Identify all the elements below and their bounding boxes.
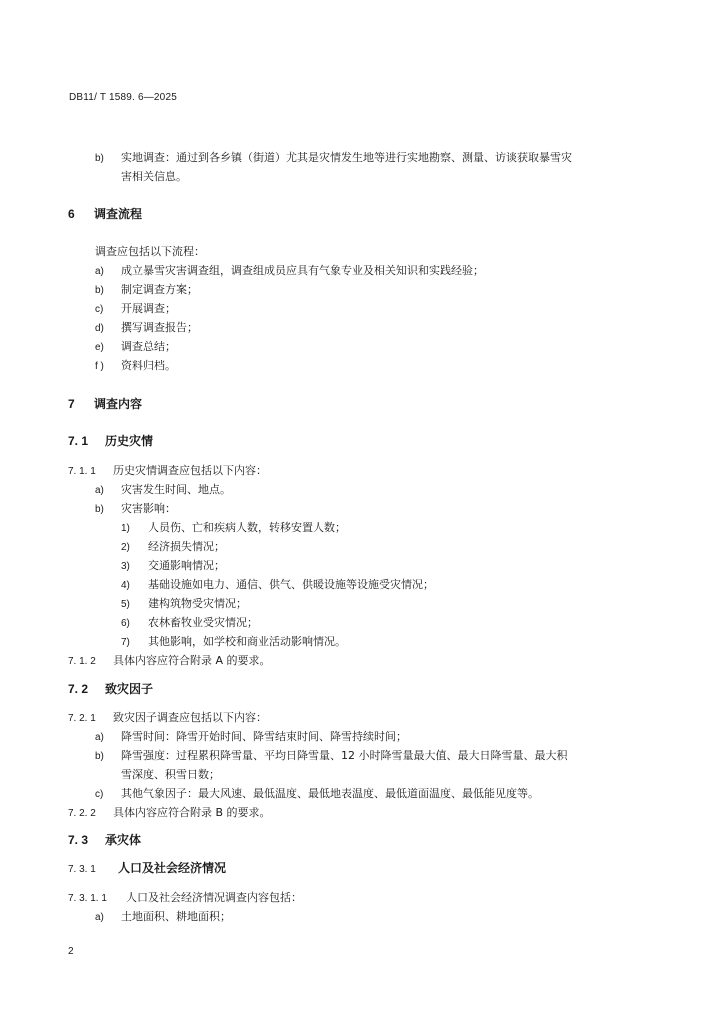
list-item-text: 降雪强度：过程累积降雪量、平均日降雪量、12 小时降雪量最大值、最大日降雪量、最大积 <box>121 749 568 762</box>
list-item <box>95 263 484 280</box>
list-item <box>95 358 176 375</box>
section-heading <box>68 206 142 222</box>
list-item-text: 灾害发生时间、地点。 <box>121 483 231 496</box>
list-item-text: 制定调查方案； <box>121 283 198 296</box>
list-marker: a) <box>95 266 104 277</box>
list-item <box>95 748 568 765</box>
clause-text: 具体内容应符合附录 A 的要求。 <box>113 654 271 667</box>
subsection-heading <box>68 433 153 449</box>
clause-number: 7. 3. 1. 1 <box>68 893 107 904</box>
list-item-text: 成立暴雪灾害调查组，调查组成员应具有气象专业及相关知识和实践经验； <box>121 264 484 277</box>
list-item <box>95 282 198 299</box>
sub-list-item <box>121 577 434 594</box>
clause <box>68 710 267 727</box>
clause-number: 7. 1. 2 <box>68 656 96 667</box>
section-number: 6 <box>68 207 75 221</box>
list-item-text: 调查总结； <box>121 340 176 353</box>
clause <box>68 890 302 907</box>
list-item-text: 实地调查：通过到各乡镇（街道）尤其是灾情发生地等进行实地勘察、测量、访谈获取暴雪灾 <box>121 151 572 164</box>
clause-number: 7. 2. 2 <box>68 808 96 819</box>
list-item <box>95 320 198 337</box>
sub-list-item-text: 人员伤、亡和疾病人数，转移安置人数； <box>148 521 346 534</box>
sub-list-item-text: 建构筑物受灾情况； <box>148 597 247 610</box>
sub-list-item-text: 经济损失情况； <box>148 540 225 553</box>
list-item <box>95 301 176 318</box>
list-marker: c) <box>95 304 104 315</box>
sub-list-marker: 6) <box>121 618 130 629</box>
subsection-number: 7. 3 <box>68 833 89 847</box>
clause-text: 历史灾情调查应包括以下内容： <box>113 464 267 477</box>
sub-list-marker: 7) <box>121 637 130 648</box>
section-number: 7 <box>68 397 75 411</box>
list-marker: a) <box>95 912 104 923</box>
list-marker: b) <box>95 285 104 296</box>
list-item-continuation: 雪深度、积雪日数； <box>121 768 220 781</box>
sub-subsection-title: 人口及社会经济情况 <box>118 861 227 875</box>
subsection-title: 历史灾情 <box>105 434 154 448</box>
section-heading <box>68 396 142 412</box>
list-marker: b) <box>95 153 104 164</box>
list-marker: b) <box>95 751 104 762</box>
list-item-text: 资料归档。 <box>121 359 176 372</box>
sub-list-item-text: 其他影响，如学校和商业活动影响情况。 <box>148 635 346 648</box>
clause-number: 7. 2. 1 <box>68 713 96 724</box>
sub-list-item <box>121 539 225 556</box>
list-marker: a) <box>95 732 104 743</box>
list-item <box>95 150 572 167</box>
clause-number: 7. 1. 1 <box>68 466 96 477</box>
list-marker: a) <box>95 485 104 496</box>
clause-text: 具体内容应符合附录 B 的要求。 <box>113 806 271 819</box>
list-item-text: 灾害影响： <box>121 502 176 515</box>
sub-list-item <box>121 558 225 575</box>
list-item-text: 其他气象因子：最大风速、最低温度、最低地表温度、最低道面温度、最低能见度等。 <box>121 787 539 800</box>
list-item <box>95 729 407 746</box>
sub-subsection-heading <box>68 860 226 878</box>
list-item-text: 降雪时间：降雪开始时间、降雪结束时间、降雪持续时间； <box>121 730 407 743</box>
section-title: 调查流程 <box>94 207 143 221</box>
paragraph: 调查应包括以下流程： <box>95 245 205 258</box>
list-item-text: 开展调查； <box>121 302 176 315</box>
list-marker: c) <box>95 789 104 800</box>
list-item <box>95 909 231 926</box>
list-item-text: 撰写调查报告； <box>121 321 198 334</box>
sub-list-marker: 5) <box>121 599 130 610</box>
sub-list-item-text: 交通影响情况； <box>148 559 225 572</box>
sub-list-item <box>121 596 247 613</box>
sub-list-item-text: 基础设施如电力、通信、供气、供暖设施等设施受灾情况； <box>148 578 434 591</box>
sub-list-marker: 2) <box>121 542 130 553</box>
subsection-number: 7. 2 <box>68 682 89 696</box>
list-item-continuation: 害相关信息。 <box>121 170 187 183</box>
list-item <box>95 339 176 356</box>
clause <box>68 463 267 480</box>
sub-list-marker: 4) <box>121 580 130 591</box>
subsection-heading <box>68 832 141 848</box>
clause-text: 人口及社会经济情况调查内容包括： <box>126 891 302 904</box>
list-item <box>95 501 176 518</box>
clause-text: 致灾因子调查应包括以下内容： <box>113 711 267 724</box>
list-marker: f ) <box>95 361 104 372</box>
subsection-number: 7. 1 <box>68 434 89 448</box>
list-item <box>95 786 539 803</box>
sub-list-item <box>121 615 258 632</box>
clause <box>68 805 271 822</box>
sub-list-item <box>121 634 346 651</box>
sub-list-marker: 3) <box>121 561 130 572</box>
standard-code-header: DB11/ T 1589. 6—2025 <box>69 92 177 103</box>
list-item-text: 土地面积、耕地面积； <box>121 910 231 923</box>
list-item <box>95 482 231 499</box>
list-marker: d) <box>95 323 104 334</box>
clause <box>68 653 271 670</box>
list-marker: e) <box>95 342 104 353</box>
subsection-heading <box>68 681 153 697</box>
subsection-title: 承灾体 <box>105 833 142 847</box>
sub-subsection-number: 7. 3. 1 <box>68 864 96 875</box>
sub-list-item-text: 农林畜牧业受灾情况； <box>148 616 258 629</box>
section-title: 调查内容 <box>94 397 143 411</box>
list-marker: b) <box>95 504 104 515</box>
sub-list-item <box>121 520 346 537</box>
page-number: 2 <box>68 946 74 957</box>
subsection-title: 致灾因子 <box>105 682 154 696</box>
sub-list-marker: 1) <box>121 523 130 534</box>
